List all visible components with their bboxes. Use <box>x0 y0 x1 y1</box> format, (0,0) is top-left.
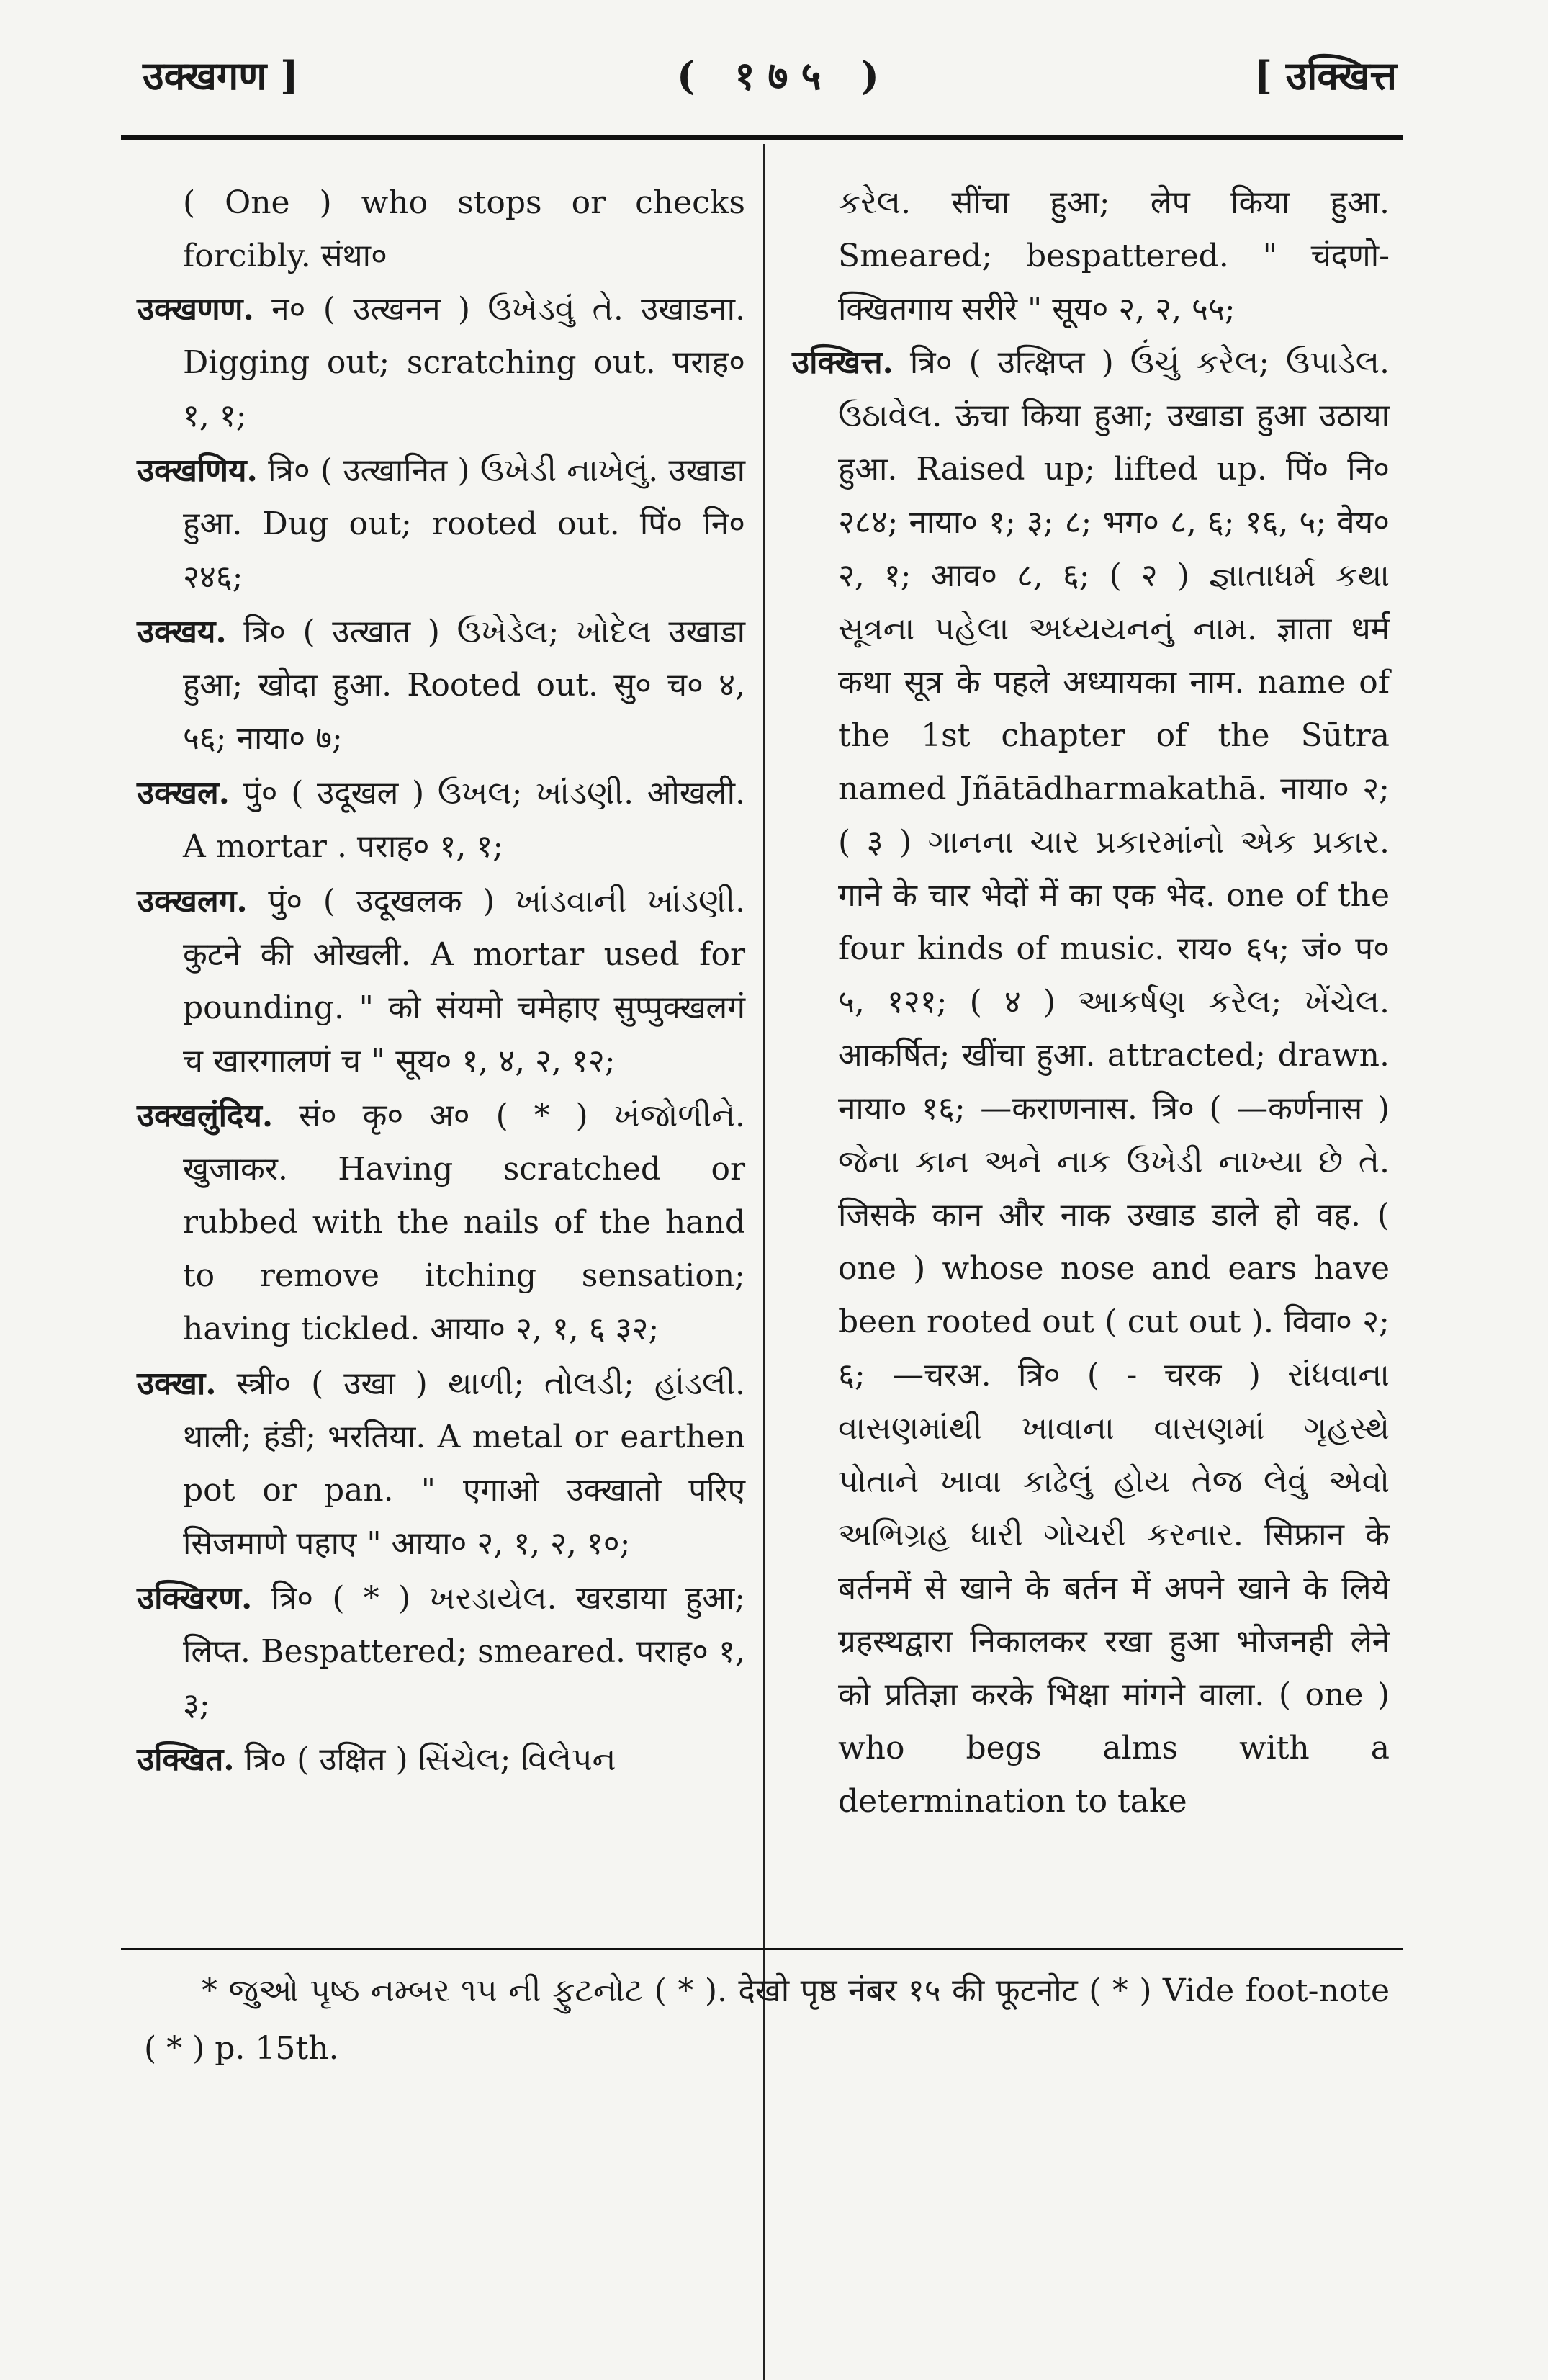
dictionary-entry <box>137 1090 745 1356</box>
footnote-rule <box>121 1948 1403 1950</box>
footnote: * જુઓ પૃષ્ઠ નમ્બર ૧૫ ની ફુટનોટ ( * ). देखो पृष्ठ नंबर १५ की फूटनोट ( * ) Vide foot-note ( * ) p. 15th. <box>144 1972 1390 2067</box>
entry-text: કરેલ. सींचा हुआ; लेप किया हुआ. Smeared; bespattered. " चंदणो-क्खितगाय सरीरे " सूय० २, २, ५५; <box>838 184 1390 328</box>
entry-text: त्रि० ( उत्क्षिप्त ) ઉંચું કરેલ; ઉપાડેલ. ઉઠાવેલ. ऊंचा किया हुआ; उखाडा हुआ उठाया हुआ. Raised up; lifted up. पिं० नि० २८४; नाया० १; ३; ८; भग० ८, ६; १६, ५; वेय० २, १; आव० ८, ६; ( २ ) જ્ઞાતાધર્મ કથા સૂત્રના પહેલા અધ્યયનનું નામ. ज्ञाता धर्म कथा सूत्र के पहले अध्यायका नाम. name of the 1st chapter of the Sūtra named Jñātādharmakathā. नाया० २; ( ३ ) ગાનના ચાર પ્રકારમાંનો એક પ્રકાર. गाने के चार भेदों में का एक भेद. one of the four kinds of music. राय० ६५; जं० प० ५, १२१; ( ४ ) આકર્ષણ કરેલ; ખેંચેલ. आकर्षित; खींचा हुआ. attracted; drawn. नाया० १६; —कराणनास. त्रि० ( —कर्णनास ) જેના કાન અને નાક ઉખેડી નાખ્યા છે તે. जिसके कान और नाक उखाड डाले हो वह. ( one ) whose nose and ears have been rooted out ( cut out ). विवा० २; ६; —चरअ. त्रि० ( - चरक ) રાંધવાના વાસણમાંથી ખાવાના વાસણમાં ગૃહસ્થે પોતાને ખાવા કાઢેલું હોય તેજ લેવું એવો અભિગ્રહ ધારી ગોચરી કરનાર. सिफ्रान के बर्तनमें से खाने के बर्तन में अपने खाने के लिये ग्रहस्थद्वारा निकालकर रखा हुआ भोजनही लेने को प्रतिज्ञा करके भिक्षा मांगने वाला. ( one ) who begs alms with a determination to take <box>838 344 1390 1820</box>
headword: उक्खित. <box>137 1741 235 1778</box>
entry-text: स्त्री० ( उखा ) થાળી; તોલડી; હાંડલી. थाली; हंडी; भरतिया. A metal or earthen pot or pan. " एगाओ उक्खातो परिए सिजमाणे पहाए " आया० २, १, २, १०; <box>183 1365 745 1562</box>
entry-text: पुं० ( उदूखल ) ઉખલ; ખાંડણી. ओखली. A mortar . पराह० १, १; <box>183 775 745 865</box>
header-left-guideword: उक्खगण ] <box>143 53 299 99</box>
headword: उक्खणिय. <box>137 452 258 489</box>
headword: उक्खल. <box>137 775 230 812</box>
continued-entry <box>792 176 1390 336</box>
entry-text: न० ( उत्खनन ) ઉખેડવું તે. उखाडना. Digging out; scratching out. पराह० १, १; <box>183 291 745 434</box>
entry-text: पुं० ( उदूखलक ) ખાંડવાની ખાંડણી. कुटने की ओखली. A mortar used for pounding. " को संयमो चमेहाए सुप्पुक्खलगं च खारगालणं च " सूय० १, ४, २, १२; <box>183 883 745 1079</box>
headword: उक्खलुंदिय. <box>137 1097 274 1134</box>
entry-text: ( One ) who stops or checks forcibly. संथा० <box>183 184 745 274</box>
entry-text: सं० कृ० अ० ( * ) ખંજોળીને. खुजाकर. Having scratched or rubbed with the nails of the hand to remove itching sensation; having tickled. आया० २, १, ६ ३२; <box>183 1097 745 1347</box>
dictionary-entry <box>137 875 745 1088</box>
entry-text: त्रि० ( * ) ખરડાયેલ. खरडाया हुआ; लिप्त. Bespattered; smeared. पराह० १, ३; <box>183 1580 745 1723</box>
dictionary-entry <box>792 336 1390 1828</box>
continued-entry <box>137 176 745 283</box>
entry-text: त्रि० ( उत्खानित ) ઉખેડી નાખેલું. उखाडा हुआ. Dug out; rooted out. पिं० नि० २४६; <box>183 452 745 596</box>
entry-text: त्रि० ( उक्षित ) સિંચેલ; વિલેપન <box>244 1741 616 1778</box>
entry-text: त्रि० ( उत्खात ) ઉખેડેલ; ખોદેલ उखाडा हुआ; खोदा हुआ. Rooted out. सु० च० ४, ५६; नाया० ७; <box>183 614 745 757</box>
right-column <box>792 176 1390 1830</box>
header-right-guideword: [ उक्खित्त <box>1254 53 1397 99</box>
dictionary-entry <box>137 1572 745 1732</box>
headword: उक्खा. <box>137 1365 217 1402</box>
headword: उक्खलग. <box>137 883 248 920</box>
dictionary-entry <box>137 283 745 443</box>
headword: उक्खिरण. <box>137 1580 253 1617</box>
headword: उक्खित्त. <box>792 344 894 381</box>
dictionary-entry <box>137 1357 745 1571</box>
page-number: ( १७५ ) <box>677 53 892 99</box>
header-rule <box>121 135 1403 140</box>
dictionary-entry <box>137 1733 745 1787</box>
dictionary-entry <box>137 606 745 765</box>
dictionary-entry <box>137 444 745 604</box>
headword: उक्खय. <box>137 614 227 650</box>
left-column <box>137 176 745 1788</box>
headword: उक्खणण. <box>137 291 254 328</box>
dictionary-entry <box>137 767 745 874</box>
page-header <box>0 43 1548 122</box>
